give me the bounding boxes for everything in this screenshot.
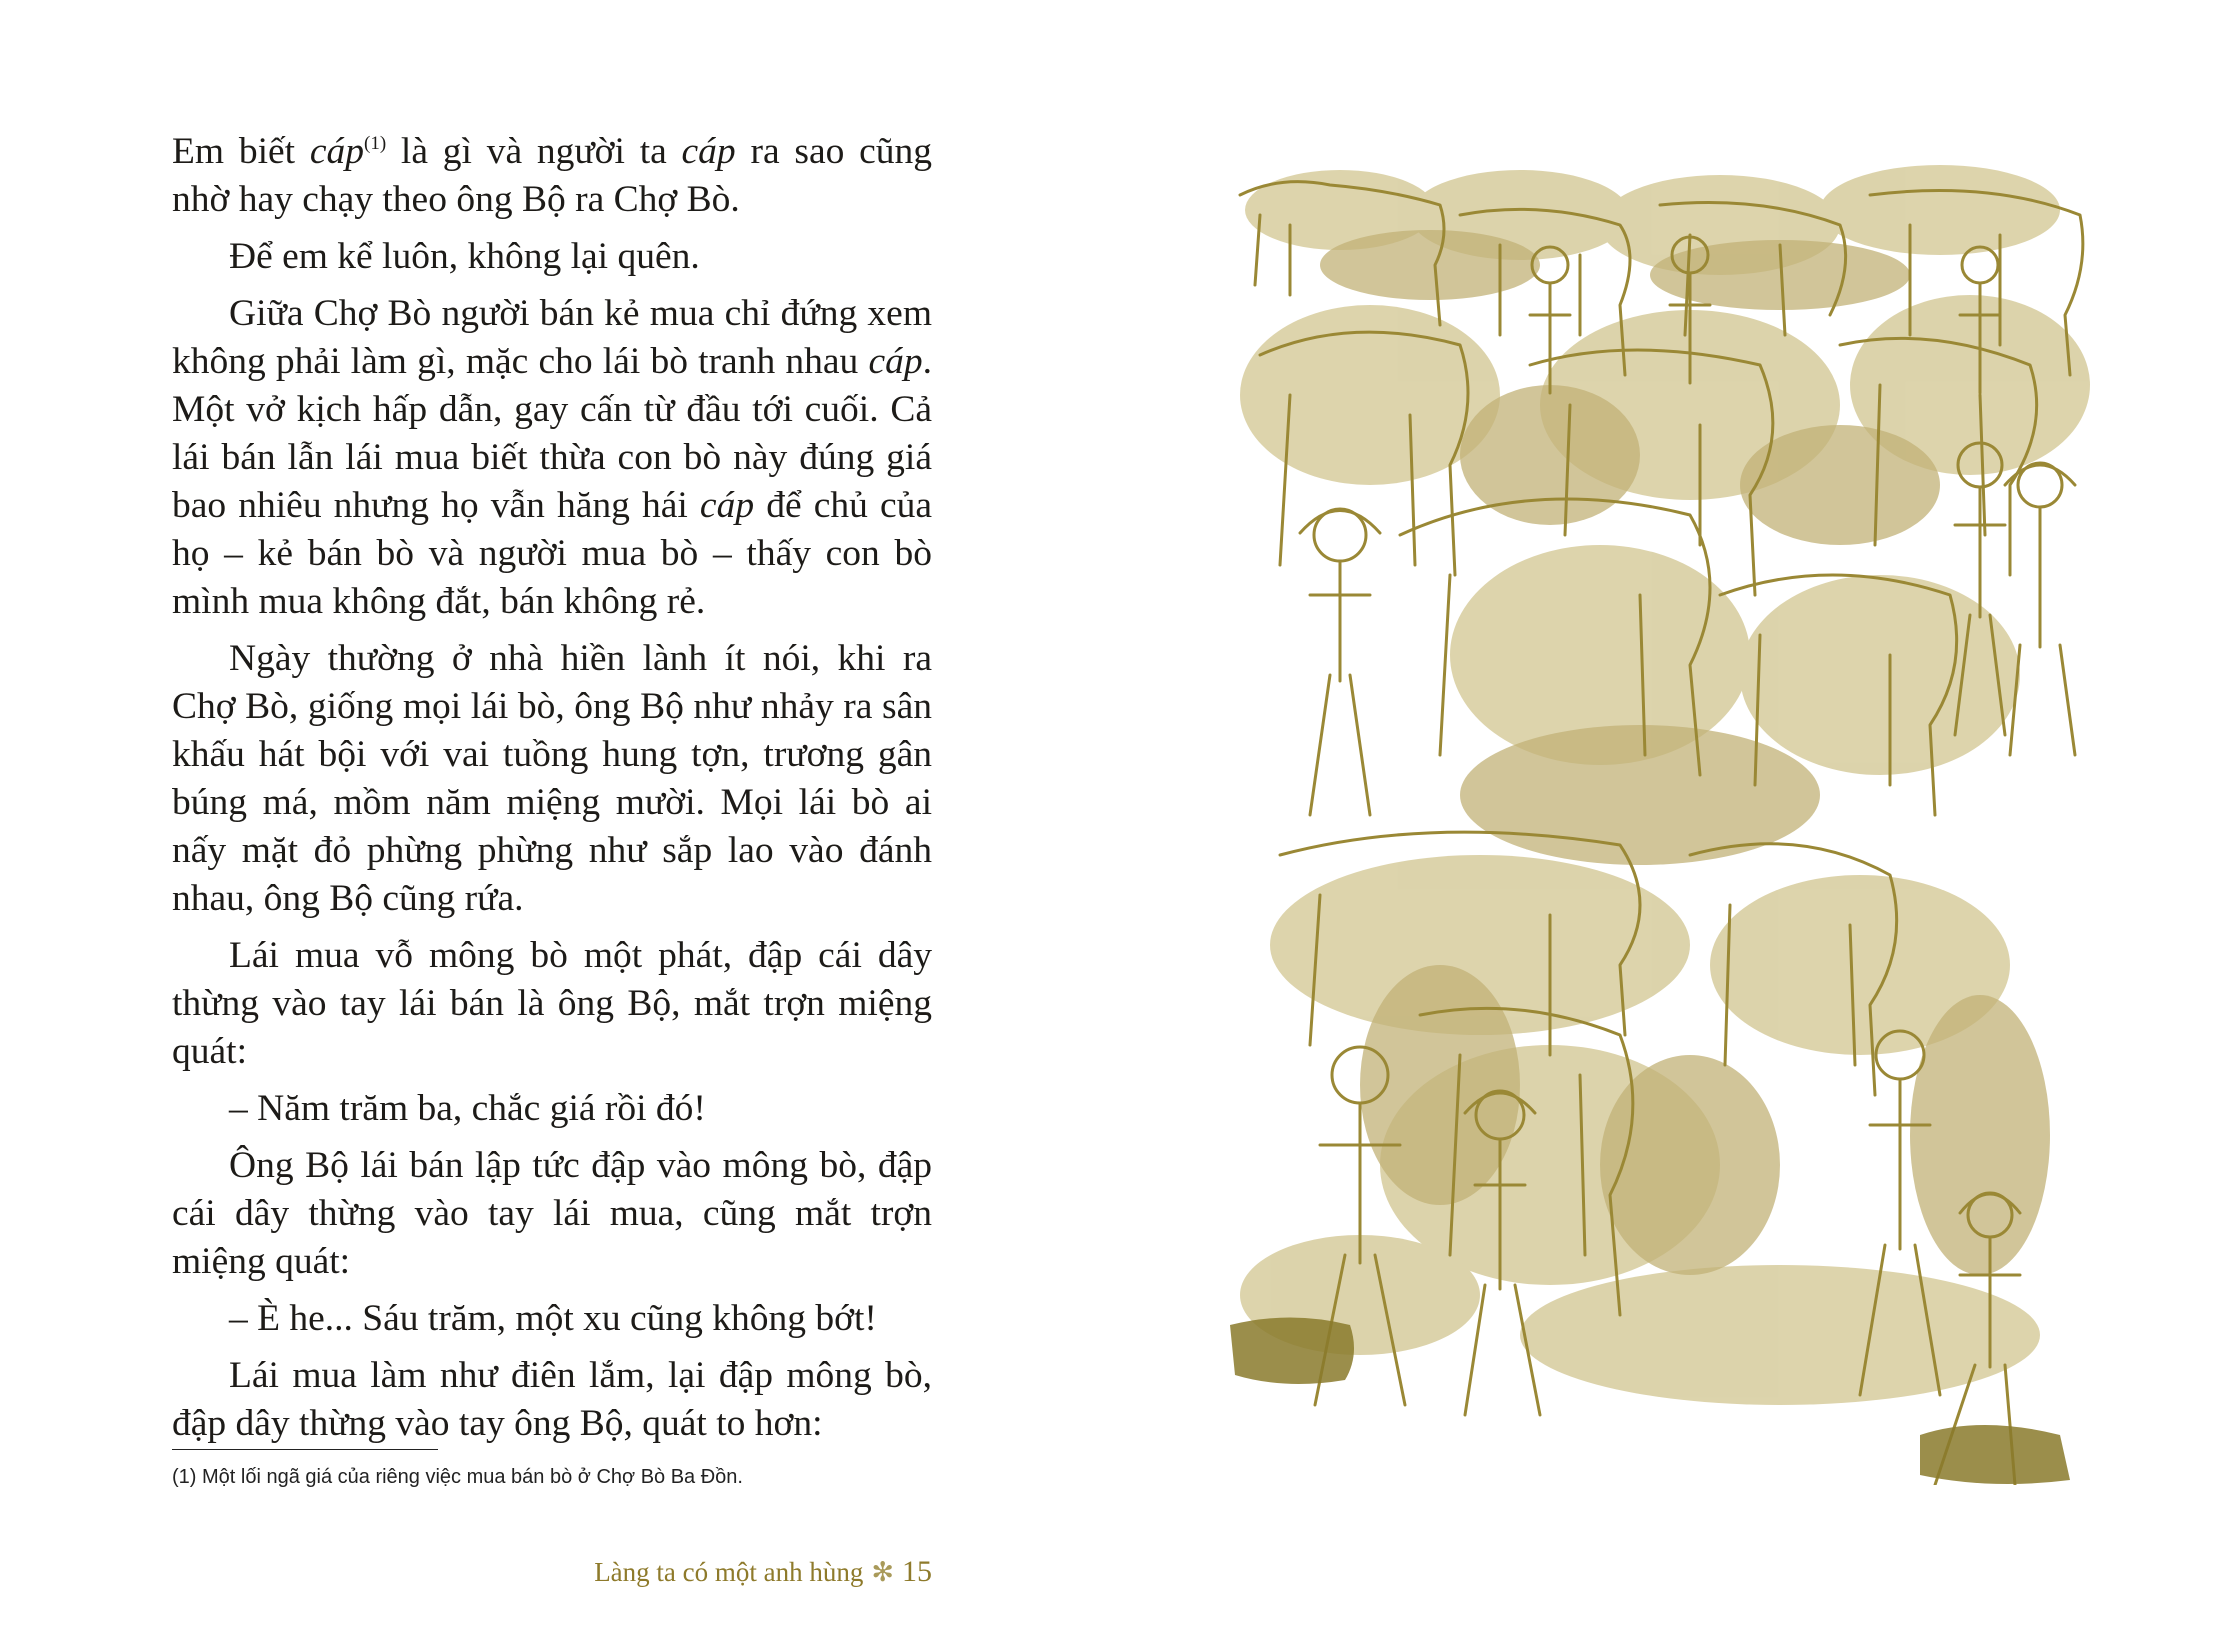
book-title: Làng ta có một anh hùng [594,1557,864,1587]
dialogue-line-2: – È he... Sáu trăm, một xu cũng không bớt! [229,1298,877,1339]
cattle-market-illustration [1220,155,2110,1485]
body-text [172,128,932,1457]
paragraph-2: Để em kể luôn, không lại quên. [229,236,700,277]
paragraph-4: Ngày thường ở nhà hiền lành ít nói, khi ra Chợ Bò, giống mọi lái bò, ông Bộ như nhảy ra sân khấu hát bội với vai tuồng hung tợn, trương gân búng má, mồm năm miệng mười. Mọi lái bò ai nấy mặt đỏ phừng phừng như sắp lao vào đánh nhau, ông Bộ cũng rứa. [172,638,932,919]
footnote-reference[interactable]: (1) [364,133,387,154]
asterisk-ornament-icon: ✻ [871,1557,894,1587]
dialogue-line-1: – Năm trăm ba, chắc giá rồi đó! [229,1088,706,1129]
paragraph-7: Lái mua làm như điên lắm, lại đập mông bò, đập dây thừng vào tay ông Bộ, quát to hơn: [172,1355,932,1444]
footnote-divider [172,1449,438,1450]
page-number: 15 [902,1555,932,1588]
paragraph-3: Giữa Chợ Bò người bán kẻ mua chỉ đứng xem không phải làm gì, mặc cho lái bò tranh nhau cáp. Một vở kịch hấp dẫn, gay cấn từ đầu tới cuối. Cả lái bán lẫn lái mua biết thừa con bò này đúng giá bao nhiêu nhưng họ vẫn hăng hái cáp để chủ của họ – kẻ bán bò và người mua bò – thấy con bò mình mua không đắt, bán không rẻ. [172,293,932,622]
footnote: (1) Một lối ngã giá của riêng việc mua bán bò ở Chợ Bò Ba Đồn. [172,1466,743,1488]
paragraph-1: Em biết cáp$^{(1)}$ là gì và người ta cáp ra sao cũng nhờ hay chạy theo ông Bộ ra Chợ Bò. [172,131,933,220]
paragraph-6: Ông Bộ lái bán lập tức đập vào mông bò, đập cái dây thừng vào tay lái mua, cũng mắt trợn miệng quát: [172,1145,932,1282]
paragraph-5: Lái mua vỗ mông bò một phát, đập cái dây thừng vào tay lái bán là ông Bộ, mắt trợn miệng quát: [172,935,932,1072]
running-footer [594,1555,932,1589]
